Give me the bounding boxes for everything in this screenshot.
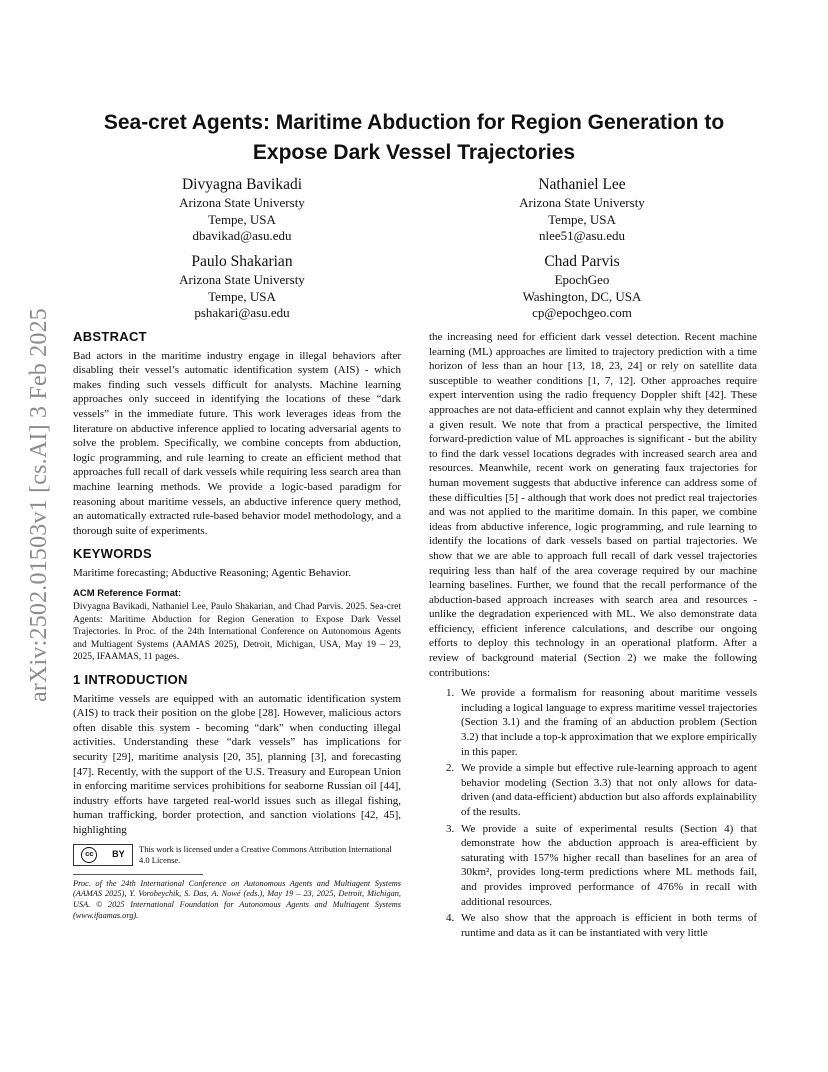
- arxiv-stamp: [18, 300, 60, 710]
- author-name: Nathaniel Lee: [538, 176, 626, 193]
- abstract-text: Bad actors in the maritime industry engage in illegal behaviors after disabling their vessel’s automatic identification system (AIS) - which makes finding such vessels difficult for analysts. Machine learning approaches only succeed in identifying the locations of these “dark vessels” in the immediate future. This work leverages ideas from the literature on abductive inference applied to locating adversarial agents to solve the problem. Specifically, we combine concepts from abduction, logic programming, and rule learning to create an efficient method that approaches full recall of dark vessels while requiring less search area than machine learning methods. We provide a logic-based paradigm for reasoning about maritime vessels, an abductive inference query method, an automatically extracted rule-based behavior model methodology, and a thorough suite of experiments.: [73, 349, 401, 537]
- author-block-4: [452, 252, 712, 322]
- author-affiliation: Arizona State Universty: [179, 272, 305, 287]
- contributions-list: [429, 686, 757, 940]
- intro-continued-text: the increasing need for efficient dark vessel detection. Recent machine learning (ML) approaches are limited to trajectory prediction with a time horizon of less than an hour [13, 18, 23, 24] or rely on satellite data susceptible to weather conditions [1, 7, 12]. Other approaches require expert intervention using the radio frequency Doppler shift [42]. These approaches are not data-efficient and cannot explain why they determined a given result. We note that from a practical perspective, the limited forward-prediction value of ML approaches is significant - but the ability to find the dark vessel locations degrades with increased search area and resources. Meanwhile, recent work on generating faux trajectories for human movement suggests that abductive inference can address some of these difficulties [5] - although that work does not predict real trajectories and was not applied to the maritime domain. In this paper, we combine ideas from abductive inference, logic programming, and rule learning to identify the locations of dark vessels based on partial trajectories. We show that we are able to approach full recall of dark vessel trajectories requiring less than half of the area coverage required by our machine learning baselines. Further, we found that the recall performance of the abduction-based approach increases with search area and resources - unlike the degradation experienced with ML. We also demonstrate data efficiency, efficient inference calculations, and describe our ongoing efforts to deploy this technology in an operational platform. After a review of background material (Section 2) we make the following contributions:: [429, 331, 757, 679]
- contribution-item: 3. We provide a suite of experimental results (Section 4) that demonstrate how the abduction approach is area-efficient by saturating with 157% higher recall than baselines for an area of 30km², provides long-term predictions where ML methods fail, and provides improved performance of 476% in recall with additional resources.: [457, 822, 757, 910]
- author-email: dbavikad@asu.edu: [192, 228, 292, 243]
- author-location: Tempe, USA: [548, 211, 616, 227]
- footnote-rule: [73, 874, 203, 875]
- author-block-3: [112, 252, 372, 322]
- author-block-1: [112, 175, 372, 245]
- contribution-item: 4. We also show that the approach is efficient in both terms of runtime and data as it can be instantiated with very little: [457, 911, 757, 940]
- abstract-heading: ABSTRACT: [73, 329, 147, 344]
- author-email: pshakari@asu.edu: [194, 305, 290, 320]
- author-email: cp@epochgeo.com: [532, 305, 632, 320]
- author-name: Paulo Shakarian: [191, 253, 293, 270]
- author-location: Tempe, USA: [208, 288, 276, 304]
- arxiv-stamp-text: arXiv:2502.01503v1 [cs.AI] 3 Feb 2025: [25, 307, 52, 702]
- acm-reference-heading: ACM Reference Format:: [73, 587, 182, 599]
- author-email: nlee51@asu.edu: [539, 228, 625, 243]
- author-location: Washington, DC, USA: [522, 288, 642, 304]
- by-label: BY: [112, 849, 125, 860]
- title-line-1: Sea-cret Agents: Maritime Abduction for Region Generation to: [103, 111, 725, 134]
- creative-commons-badge: [73, 844, 133, 866]
- author-location: Tempe, USA: [208, 211, 276, 227]
- author-affiliation: Arizona State Universty: [519, 195, 645, 210]
- author-affiliation: Arizona State Universty: [179, 195, 305, 210]
- proceedings-footnote: Proc. of the 24th International Conference on Autonomous Agents and Multiagent Systems (AAMAS 2025), Y. Vorobeychik, S. Das, A. Nowé (eds.), May 19 – 23, 2025, Detroit, Michigan, USA. © 2025 International Foundation for Autonomous Agents and Multiagent Systems (www.ifaamas.org).: [73, 878, 401, 920]
- author-affiliation: EpochGeo: [554, 272, 610, 287]
- introduction-heading: 1 INTRODUCTION: [73, 672, 188, 688]
- keywords-text: Maritime forecasting; Abductive Reasoning; Agentic Behavior.: [73, 566, 351, 579]
- paper-title: [70, 108, 758, 168]
- author-name: Divyagna Bavikadi: [181, 176, 303, 193]
- cc-icon: cc: [81, 847, 97, 863]
- contribution-item: 1. We provide a formalism for reasoning about maritime vessels including a logical language to express maritime vessel trajectories (Section 3.1) and the framing of an abduction problem (Section 3.2) that include a top-k approximation that we explore empirically in this paper.: [457, 686, 757, 759]
- left-column: [73, 330, 401, 922]
- author-name: Chad Parvis: [544, 253, 620, 270]
- introduction-text: Maritime vessels are equipped with an automatic identification system (AIS) to track their position on the globe [28]. However, malicious actors often disable this system - becoming “dark” when conducting illegal activities. Understanding these “dark vessels” has implications for security [29], maritime analysis [20, 35], planning [3], and forecasting [47]. Recently, with the support of the U.S. Treasury and European Union in enforcing maritime services prohibitions for seaborne Russian oil [44], industry efforts have targeted real-world issues such as illegal fishing, human trafficking, border protection, and sanction violations [42, 45], highlighting: [73, 692, 401, 836]
- contribution-item: 2. We provide a simple but effective rule-learning approach to agent behavior modeling (Section 3.3) that not only allows for data-driven (and data-efficient) abduction but also affords explainability of the results.: [457, 761, 757, 819]
- keywords-heading: KEYWORDS: [73, 546, 152, 562]
- license-block: [73, 844, 401, 866]
- author-block-2: [452, 175, 712, 245]
- license-text: This work is licensed under a Creative Commons Attribution International 4.0 License.: [139, 843, 392, 865]
- right-column: [429, 330, 757, 942]
- title-line-2: Expose Dark Vessel Trajectories: [252, 141, 576, 164]
- acm-reference-text: Divyagna Bavikadi, Nathaniel Lee, Paulo Shakarian, and Chad Parvis. 2025. Sea-cret Agents: Maritime Abduction for Region Generation to Expose Dark Vessel Trajectories. In Proc. of the 24th International Conference on Autonomous Agents and Multiagent Systems (AAMAS 2025), Detroit, Michigan, USA, May 19 – 23, 2025, IFAAMAS, 11 pages.: [73, 602, 401, 663]
